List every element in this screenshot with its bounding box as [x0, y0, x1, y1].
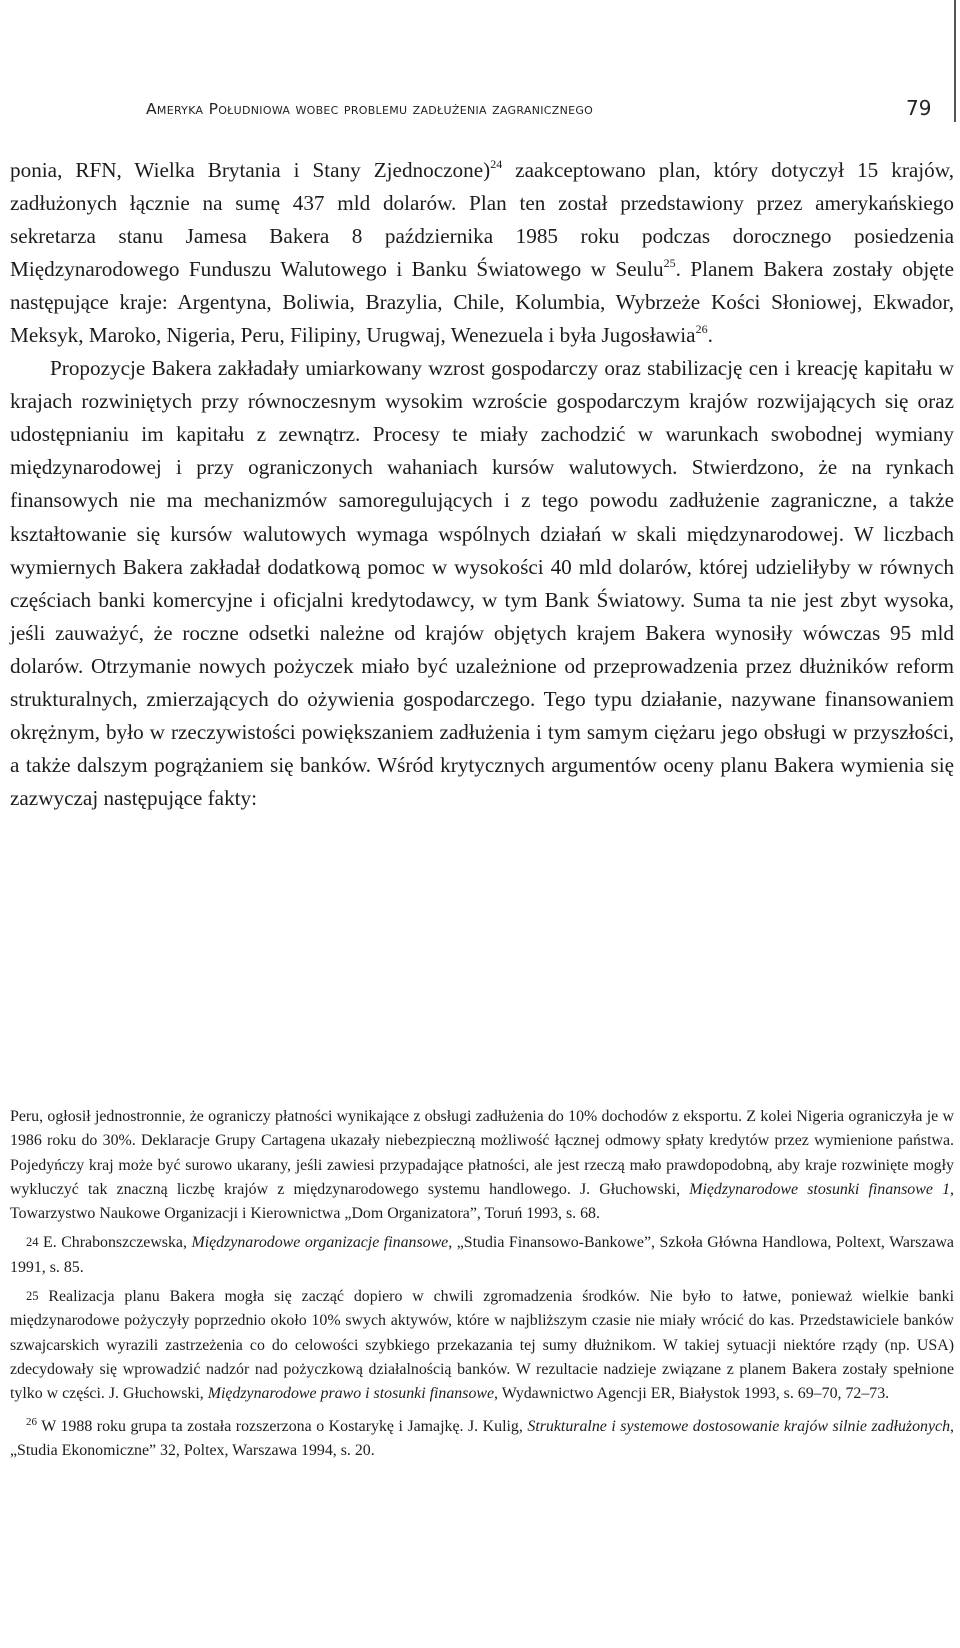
footnote-text: , Towarzystwo Naukowe Organizacji i Kierownictwa „Dom Organizatora”, Toruń 1993, s. 68. [10, 1180, 954, 1223]
footnote-ref-24: 24 [490, 157, 503, 171]
paragraph-text: zaakceptowano plan, który dotyczył 15 krajów, zadłużonych łącznie na sumę 437 mld dolarów. Plan ten został przedstawiony przez amerykańskiego sekretarza stanu Jamesa Bakera 8 października 1985 roku podczas dorocznego posiedzenia Międzynarodowego Funduszu Walutowego i Banku Światowego w Seulu [10, 158, 954, 282]
footnote-book-title: Międzynarodowe prawo i stosunki finansowe [207, 1385, 495, 1403]
footnote-text: Realizacja planu Bakera mogła się zacząć dopiero w chwili zgromadzenia środków. Nie było to łatwe, ponieważ wielkie banki międzynarodowe pożyczyły poprzednio około 10% swych aktywów, które w najbliższym czasie nie miały wrócić do kas. Przedstawiciele banków szwajcarskich wyrazili zastrzeżenia co do celowości szybkiego przekazania tej sumy dłużnikom. W takiej sytuacji niektóre rządy (np. USA) zdecydowały się wprowadzić nadzór nad pożyczkową działalnością banków. W rezultacie nadzieje związane z planem Bakera zostały spełnione tylko w części. J. Głuchowski, [10, 1288, 954, 1403]
main-text [10, 154, 954, 815]
paragraph-text: . Planem Bakera zostały objęte następujące kraje: Argentyna, Boliwia, Brazylia, Chile, Kolumbia, Wybrzeże Kości Słoniowej, Ekwador, Meksyk, Maroko, Nigeria, Peru, Filipiny, Urugwaj, Wenezuela i była Jugosławia [10, 257, 954, 348]
footnote-25 [10, 1285, 954, 1406]
footnote-number: 24 [26, 1235, 39, 1250]
footnote-text: , Wydawnictwo Agencji ER, Białystok 1993, s. 69–70, 72–73. [494, 1385, 890, 1403]
paragraph-text: ponia, RFN, Wielka Brytania i Stany Zjednoczone) [10, 158, 491, 182]
running-header-title: Ameryka Południowa wobec problemu zadłużenia zagranicznego [146, 100, 594, 118]
footnote-text: , „Studia Ekonomiczne” 32, Poltex, Warszawa 1994, s. 20. [10, 1417, 955, 1459]
page-number: 79 [906, 96, 932, 120]
footnote-26 [10, 1415, 954, 1464]
footnote-book-title: Międzynarodowe stosunki finansowe 1 [689, 1180, 951, 1198]
paragraph-text: . [707, 323, 713, 348]
footnote-text: Peru, ogłosił jednostronnie, że ograniczy płatności wynikające z obsługi zadłużenia do 10% dochodów z eksportu. Z kolei Nigeria ograniczyła je w 1986 roku do 30%. Deklaracje Grupy Cartagena ukazały niebezpieczną możliwość łącznej odmowy spłaty kredytów przez wymienione państwa. Pojedyńczy kraj może być surowo ukarany, jeśli zawiesi przypadające płatności, ale jest rzeczą mało prawdopodobną, aby kraje rozwinięte mogły wykluczyć tak znaczną liczbę krajów z międzynarodowego systemu handlowego. J. Głuchowski, [10, 1108, 954, 1198]
footnote-number: 25 [26, 1289, 39, 1304]
footnote-text: E. Chrabonszczewska, [43, 1234, 192, 1252]
footnote-text: W 1988 roku grupa ta została rozszerzona o Kostarykę i Jamajkę. J. Kulig, [41, 1417, 528, 1435]
footnote-book-title: Strukturalne i systemowe dostosowanie krajów silnie zadłużonych [527, 1417, 951, 1435]
paragraph-1 [10, 154, 954, 352]
footnote-24 [10, 1231, 954, 1280]
footnote-ref-26: 26 [695, 322, 708, 337]
footnote-number: 26 [26, 1415, 37, 1428]
footnote-continued [10, 1105, 954, 1226]
footnote-ref-25: 25 [663, 256, 676, 271]
footnotes [10, 1105, 954, 1463]
footnote-book-title: Międzynarodowe organizacje finansowe [191, 1234, 449, 1252]
page-edge-line [954, 0, 956, 122]
paragraph-2: Propozycje Bakera zakładały umiarkowany wzrost gospodarczy oraz stabilizację cen i kreację kapitału w krajach rozwiniętych przy równoczesnym wysokim wzroście gospodarczym krajów rozwijających się oraz udostępnianiu im kapitału z zewnątrz. Procesy te miały zachodzić w warunkach swobodnej wymiany międzynarodowej i przy ograniczonych wahaniach kursów walutowych. Stwierdzono, że na rynkach finansowych nie ma mechanizmów samoregulujących i z tego powodu zadłużenie zagraniczne, a także kształtowanie się kursów walutowych wymaga wspólnych działań w skali międzynarodowej. W liczbach wymiernych Bakera zakładał dodatkową pomoc w wysokości 40 mld dolarów, której udzieliłyby w równych częściach banki komercyjne i oficjalni kredytodawcy, w tym Bank Światowy. Suma ta nie jest zbyt wysoka, jeśli zauważyć, że roczne odsetki należne od krajów objętych krajem Bakera wynosiły wówczas 95 mld dolarów. Otrzymanie nowych pożyczek miało być uzależnione od przeprowadzenia przez dłużników reform strukturalnych, zmierzających do ożywienia gospodarczego. Tego typu działanie, nazywane finansowaniem okrężnym, było w rzeczywistości powiększaniem zadłużenia i tym samym ciężaru jego obsługi w przyszłości, a także dalszym pogrążaniem się banków. Wśród krytycznych argumentów oceny planu Bakera wymienia się zazwyczaj następujące fakty: [10, 356, 954, 810]
footnote-text: , „Studia Finansowo-Bankowe”, Szkoła Główna Handlowa, Poltext, Warszawa 1991, s. 85. [10, 1234, 954, 1276]
